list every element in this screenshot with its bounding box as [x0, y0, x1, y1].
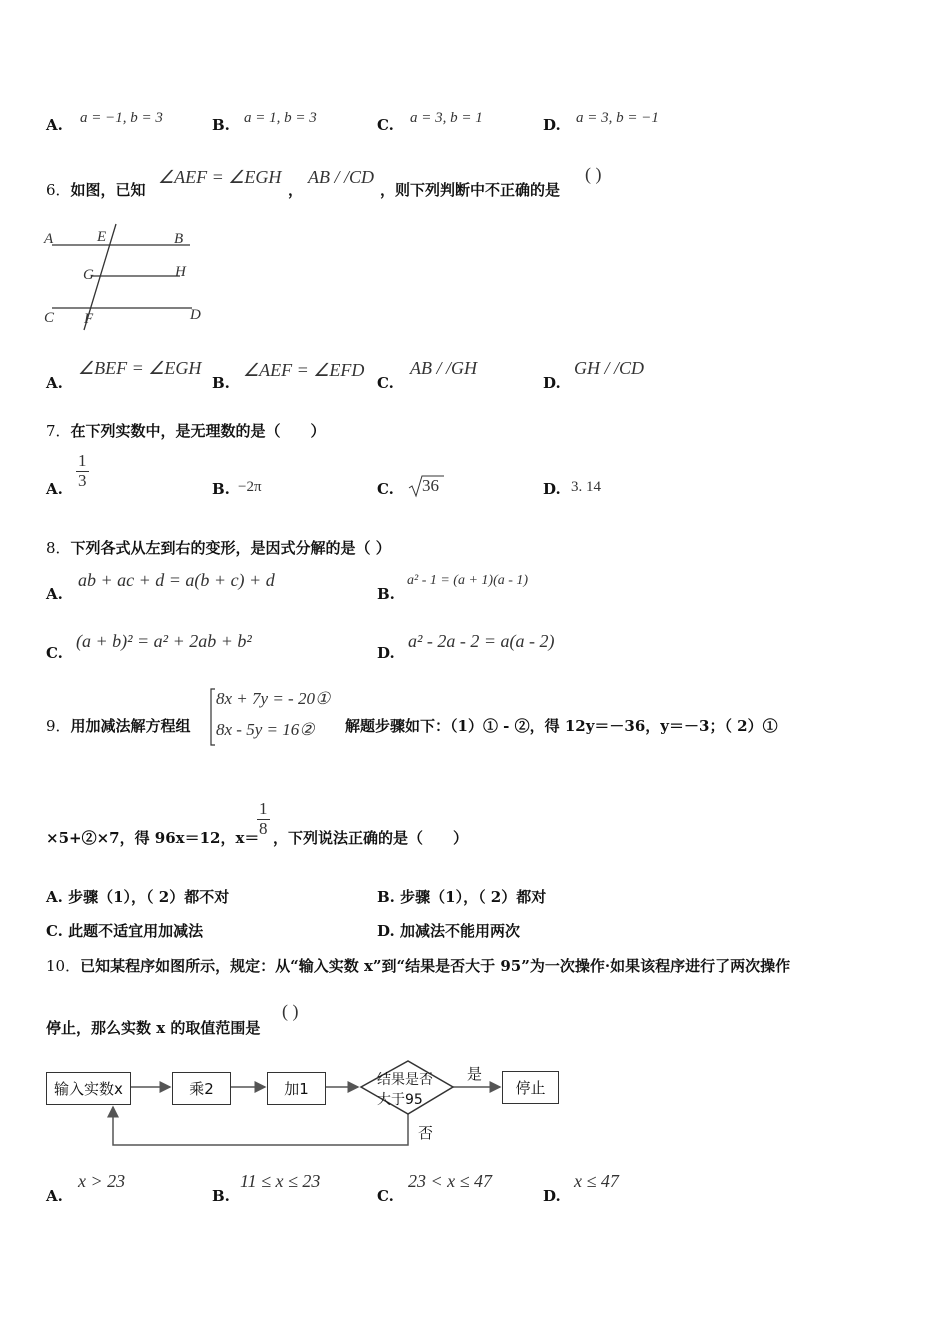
q6-option-d-label[interactable]: D. [543, 374, 561, 392]
q5-option-d-expr: a = 3, b = −1 [576, 110, 659, 126]
q7-number: 7． [46, 422, 71, 440]
q6-number: 6． [46, 181, 71, 199]
decision-line-1: 结果是否 [377, 1072, 433, 1088]
flow-input-box: 输入实数x [46, 1072, 131, 1105]
label-d: D [190, 307, 201, 323]
q7-option-d-expr: 3. 14 [571, 479, 601, 495]
label-g: G [83, 267, 94, 283]
q8-text: 下列各式从左到右的变形，是因式分解的是（ ） [70, 539, 391, 557]
q9-option-d[interactable] [377, 920, 520, 941]
q10-option-c-expr: 23 < x ≤ 47 [408, 1171, 493, 1191]
q5-option-c-expr: a = 3, b = 1 [410, 110, 483, 126]
q10-option-d-label[interactable]: D. [543, 1187, 561, 1205]
flow-add-box: 加1 [267, 1072, 326, 1105]
fraction-denominator: 3 [78, 470, 87, 490]
q5-option-a-label[interactable]: A. [46, 116, 63, 134]
q9-option-c[interactable] [46, 920, 203, 941]
q7-text: 在下列实数中，是无理数的是（ ） [70, 422, 326, 440]
q6-condition-2: AB / /CD [308, 167, 374, 187]
q9-option-a[interactable] [46, 886, 229, 907]
option-label: C. [46, 922, 63, 940]
q9-number: 9． [46, 717, 71, 735]
q7-option-b-label[interactable]: B. [212, 480, 230, 498]
q7-option-a-label[interactable]: A. [46, 480, 63, 498]
q8-option-a-label[interactable]: A. [46, 585, 63, 603]
q6-option-c-label[interactable]: C. [377, 374, 394, 392]
label-e: E [97, 229, 107, 245]
q5-option-d-label[interactable]: D. [543, 116, 561, 134]
q8-option-b-label[interactable]: B. [377, 585, 395, 603]
q5-option-b-expr: a = 1, b = 3 [244, 110, 317, 126]
flow-decision-text [377, 1070, 433, 1110]
q10-option-a-label[interactable]: A. [46, 1187, 63, 1205]
q8-option-d-expr: a² - 2a - 2 = a(a - 2) [408, 631, 555, 651]
q6-option-a-expr: ∠BEF = ∠EGH [78, 358, 202, 378]
fraction-numerator: 1 [78, 451, 87, 470]
label-b: B [174, 231, 184, 247]
sqrt-radicand: 36 [422, 476, 439, 495]
brace-icon [208, 688, 216, 746]
q9-step-2a: ×5+②×7，得 96x＝12，x＝ [46, 829, 260, 847]
q8-option-d-label[interactable]: D. [377, 644, 395, 662]
option-text: 步骤（1），（ 2）都对 [400, 888, 547, 906]
q10-line-1: 已知某程序如图所示，规定：从“输入实数 x”到“结果是否大于 95”为一次操作·如果该程序进行了两次操作 [80, 957, 791, 975]
q6-prefix: 如图，已知 [70, 181, 146, 199]
q7-option-d-label[interactable]: D. [543, 480, 561, 498]
q9-step-1: 解题步骤如下：（1）① - ②，得 12y＝－36，y＝－3；（ 2）① [345, 717, 778, 735]
q7-option-a-fraction [76, 452, 89, 490]
q8-option-c-label[interactable]: C. [46, 644, 63, 662]
q10-option-b-expr: 11 ≤ x ≤ 23 [240, 1171, 321, 1191]
q6-condition-1: ∠AEF = ∠EGH [158, 167, 282, 187]
label-f: F [84, 311, 94, 327]
q7-option-b-expr: −2π [238, 479, 262, 495]
decision-line-2: 大于95 [377, 1092, 423, 1108]
label-a: A [44, 231, 54, 247]
q10-answer-paren: ( ) [282, 1001, 299, 1021]
q8-option-a-expr: ab + ac + d = a(b + c) + d [78, 570, 275, 590]
q6-separator: ， [288, 181, 304, 199]
q5-option-c-label[interactable]: C. [377, 116, 394, 134]
q6-option-d-expr: GH / /CD [574, 358, 645, 378]
option-text: 步骤（1），（ 2）都不对 [68, 888, 230, 906]
q8-number: 8． [46, 539, 71, 557]
q10-line-2: 停止，那么实数 x 的取值范围是 [46, 1019, 261, 1037]
q8-option-c-expr: (a + b)² = a² + 2ab + b² [76, 631, 252, 651]
q9-equation-1: 8x + 7y = - 20① [216, 689, 331, 708]
option-label: A. [46, 888, 63, 906]
q6-option-b-label[interactable]: B. [212, 374, 230, 392]
q9-prefix: 用加减法解方程组 [70, 717, 191, 735]
option-label: B. [377, 888, 395, 906]
fraction-numerator: 1 [259, 799, 268, 818]
option-label: D. [377, 922, 395, 940]
q9-step-2b: ，下列说法正确的是（ ） [273, 829, 469, 847]
q5-option-a-expr: a = −1, b = 3 [80, 110, 163, 126]
q8-option-b-expr: a² - 1 = (a + 1)(a - 1) [407, 573, 529, 588]
q7-option-c-label[interactable]: C. [377, 480, 394, 498]
flow-no-label: 否 [418, 1124, 434, 1142]
q6-answer-paren: ( ) [585, 164, 602, 184]
q10-option-b-label[interactable]: B. [212, 1187, 230, 1205]
q10-number: 10． [46, 957, 81, 975]
q5-option-b-label[interactable]: B. [212, 116, 230, 134]
option-text: 此题不适宜用加减法 [68, 922, 204, 940]
q10-option-c-label[interactable]: C. [377, 1187, 394, 1205]
option-text: 加减法不能用两次 [399, 922, 520, 940]
q9-equation-2: 8x - 5y = 16② [216, 720, 315, 739]
flow-stop-box: 停止 [502, 1071, 559, 1104]
flow-multiply-box: 乘2 [172, 1072, 231, 1105]
q6-figure [40, 222, 215, 332]
q6-suffix: ，则下列判断中不正确的是 [380, 181, 561, 199]
q6-option-a-label[interactable]: A. [46, 374, 63, 392]
q10-option-d-expr: x ≤ 47 [574, 1171, 619, 1191]
fraction-denominator: 8 [259, 818, 268, 838]
q6-option-c-expr: AB / /GH [410, 358, 477, 378]
q10-option-a-expr: x > 23 [78, 1171, 126, 1191]
q6-option-b-expr: ∠AEF = ∠EFD [243, 360, 365, 380]
flow-yes-label: 是 [467, 1065, 483, 1083]
q9-fraction [257, 800, 270, 838]
q9-option-b[interactable] [377, 886, 546, 907]
label-c: C [44, 310, 55, 326]
label-h: H [175, 264, 186, 280]
